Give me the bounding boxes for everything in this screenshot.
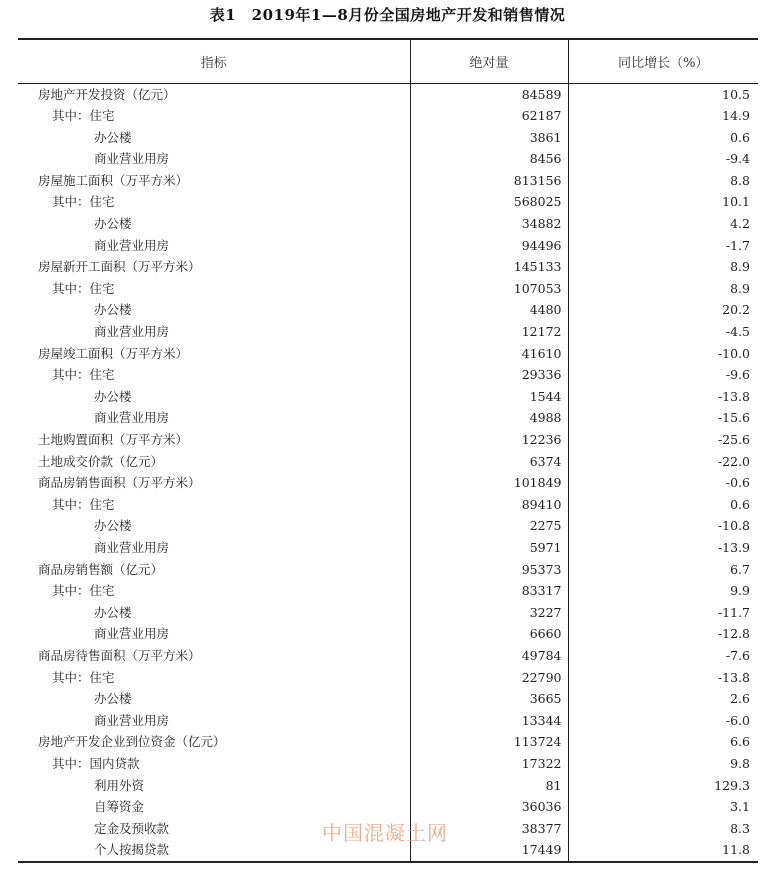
table-bottom-rule — [18, 862, 758, 863]
absolute-value-cell: 6374 — [410, 451, 568, 473]
yoy-growth-cell: 8.9 — [568, 256, 758, 278]
table-row — [18, 796, 758, 818]
absolute-value-cell: 12236 — [410, 429, 568, 451]
data-table-container — [18, 38, 758, 863]
yoy-growth-cell: -13.8 — [568, 386, 758, 408]
yoy-growth-cell: 4.2 — [568, 213, 758, 235]
indicator-cell: 房地产开发企业到位资金（亿元） — [38, 734, 226, 750]
indicator-cell: 自筹资金 — [94, 799, 145, 815]
yoy-growth-cell: 3.1 — [568, 796, 758, 818]
column-header-indicator: 指标 — [18, 39, 410, 83]
indicator-cell: 土地购置面积（万平方米） — [38, 432, 189, 447]
table-row — [18, 429, 758, 451]
table-row — [18, 213, 758, 235]
indicator-cell: 其中：住宅 — [52, 108, 115, 124]
table-row — [18, 83, 758, 105]
table-row — [18, 515, 758, 537]
absolute-value-cell: 84589 — [410, 83, 568, 105]
yoy-growth-cell: 10.1 — [568, 191, 758, 213]
table-row — [18, 710, 758, 732]
table-row — [18, 731, 758, 753]
absolute-value-cell: 4988 — [410, 407, 568, 429]
yoy-growth-cell: 11.8 — [568, 839, 758, 862]
indicator-cell: 办公楼 — [94, 129, 132, 145]
indicator-cell: 其中：住宅 — [52, 669, 115, 685]
absolute-value-cell: 568025 — [410, 191, 568, 213]
yoy-growth-cell: 8.8 — [568, 170, 758, 192]
absolute-value-cell: 41610 — [410, 343, 568, 365]
yoy-growth-cell: 10.5 — [568, 83, 758, 105]
table-header-row — [18, 39, 758, 83]
yoy-growth-cell: -4.5 — [568, 321, 758, 343]
yoy-growth-cell: -12.8 — [568, 623, 758, 645]
table-row — [18, 127, 758, 149]
indicator-cell: 其中：住宅 — [52, 280, 115, 296]
absolute-value-cell: 38377 — [410, 818, 568, 840]
absolute-value-cell: 107053 — [410, 278, 568, 300]
table-row — [18, 235, 758, 257]
table-row — [18, 580, 758, 602]
yoy-growth-cell: -0.6 — [568, 472, 758, 494]
table-row — [18, 256, 758, 278]
yoy-growth-cell: -11.7 — [568, 602, 758, 624]
absolute-value-cell: 29336 — [410, 364, 568, 386]
table-body — [18, 83, 758, 862]
yoy-growth-cell: 9.9 — [568, 580, 758, 602]
yoy-growth-cell: -6.0 — [568, 710, 758, 732]
absolute-value-cell: 34882 — [410, 213, 568, 235]
indicator-cell: 商业营业用房 — [94, 151, 170, 167]
table-row — [18, 278, 758, 300]
table-row — [18, 623, 758, 645]
indicator-cell: 办公楼 — [94, 518, 132, 534]
table-row — [18, 645, 758, 667]
indicator-cell: 办公楼 — [94, 604, 132, 620]
real-estate-table — [18, 38, 758, 863]
indicator-cell: 房屋施工面积（万平方米） — [38, 172, 189, 188]
absolute-value-cell: 12172 — [410, 321, 568, 343]
indicator-cell: 商品房销售面积（万平方米） — [38, 475, 201, 491]
yoy-growth-cell: 8.9 — [568, 278, 758, 300]
absolute-value-cell: 8456 — [410, 148, 568, 170]
table-row — [18, 775, 758, 797]
indicator-cell: 商业营业用房 — [94, 539, 170, 555]
absolute-value-cell: 101849 — [410, 472, 568, 494]
absolute-value-cell: 3227 — [410, 602, 568, 624]
yoy-growth-cell: 8.3 — [568, 818, 758, 840]
table-row — [18, 343, 758, 365]
absolute-value-cell: 145133 — [410, 256, 568, 278]
yoy-growth-cell: 6.6 — [568, 731, 758, 753]
absolute-value-cell: 94496 — [410, 235, 568, 257]
yoy-growth-cell: 20.2 — [568, 299, 758, 321]
table-row — [18, 537, 758, 559]
yoy-growth-cell: 14.9 — [568, 105, 758, 127]
table-row — [18, 148, 758, 170]
yoy-growth-cell: 6.7 — [568, 559, 758, 581]
indicator-cell: 商品房待售面积（万平方米） — [38, 647, 201, 663]
yoy-growth-cell: 9.8 — [568, 753, 758, 775]
indicator-cell: 个人按揭贷款 — [94, 842, 170, 858]
table-row — [18, 753, 758, 775]
table-row — [18, 299, 758, 321]
absolute-value-cell: 3665 — [410, 688, 568, 710]
indicator-cell: 商业营业用房 — [94, 410, 170, 426]
table-row — [18, 407, 758, 429]
table-row — [18, 191, 758, 213]
absolute-value-cell: 1544 — [410, 386, 568, 408]
yoy-growth-cell: -7.6 — [568, 645, 758, 667]
column-header-yoy: 同比增长（%） — [568, 39, 758, 83]
indicator-cell: 其中：住宅 — [52, 583, 115, 599]
indicator-cell: 办公楼 — [94, 216, 132, 232]
yoy-growth-cell: 129.3 — [568, 775, 758, 797]
table-row — [18, 451, 758, 473]
indicator-cell: 其中：住宅 — [52, 367, 115, 383]
absolute-value-cell: 83317 — [410, 580, 568, 602]
yoy-growth-cell: 2.6 — [568, 688, 758, 710]
yoy-growth-cell: -13.8 — [568, 667, 758, 689]
table-row — [18, 170, 758, 192]
yoy-growth-cell: -25.6 — [568, 429, 758, 451]
absolute-value-cell: 49784 — [410, 645, 568, 667]
indicator-cell: 定金及预收款 — [94, 820, 170, 836]
watermark-text: 中国混凝土网 — [322, 821, 448, 845]
absolute-value-cell: 89410 — [410, 494, 568, 516]
indicator-cell: 其中：国内贷款 — [52, 755, 140, 771]
absolute-value-cell: 813156 — [410, 170, 568, 192]
table-row — [18, 105, 758, 127]
indicator-cell: 商业营业用房 — [94, 712, 170, 728]
absolute-value-cell: 17322 — [410, 753, 568, 775]
indicator-cell: 办公楼 — [94, 302, 132, 318]
indicator-cell: 房地产开发投资（亿元） — [38, 86, 176, 102]
absolute-value-cell: 13344 — [410, 710, 568, 732]
indicator-cell: 商业营业用房 — [94, 626, 170, 642]
table-row — [18, 364, 758, 386]
column-header-absolute: 绝对量 — [410, 39, 568, 83]
yoy-growth-cell: 0.6 — [568, 127, 758, 149]
table-row — [18, 494, 758, 516]
yoy-growth-cell: -13.9 — [568, 537, 758, 559]
absolute-value-cell: 95373 — [410, 559, 568, 581]
indicator-cell: 其中：住宅 — [52, 496, 115, 512]
indicator-cell: 其中：住宅 — [52, 194, 115, 210]
yoy-growth-cell: -10.8 — [568, 515, 758, 537]
indicator-cell: 房屋竣工面积（万平方米） — [38, 345, 189, 361]
table-row — [18, 386, 758, 408]
indicator-cell: 土地成交价款（亿元） — [38, 453, 164, 469]
yoy-growth-cell: -1.7 — [568, 235, 758, 257]
absolute-value-cell: 62187 — [410, 105, 568, 127]
table-row — [18, 602, 758, 624]
yoy-growth-cell: -9.6 — [568, 364, 758, 386]
indicator-cell: 办公楼 — [94, 691, 132, 707]
indicator-cell: 商业营业用房 — [94, 324, 170, 340]
table-row — [18, 321, 758, 343]
absolute-value-cell: 5971 — [410, 537, 568, 559]
indicator-cell: 房屋新开工面积（万平方米） — [38, 259, 201, 275]
absolute-value-cell: 81 — [410, 775, 568, 797]
yoy-growth-cell: -9.4 — [568, 148, 758, 170]
yoy-growth-cell: -10.0 — [568, 343, 758, 365]
yoy-growth-cell: -15.6 — [568, 407, 758, 429]
absolute-value-cell: 4480 — [410, 299, 568, 321]
table-row — [18, 472, 758, 494]
indicator-cell: 办公楼 — [94, 388, 132, 404]
yoy-growth-cell: 0.6 — [568, 494, 758, 516]
indicator-cell: 商品房销售额（亿元） — [38, 561, 164, 577]
absolute-value-cell: 3861 — [410, 127, 568, 149]
absolute-value-cell: 36036 — [410, 796, 568, 818]
table-row — [18, 667, 758, 689]
absolute-value-cell: 113724 — [410, 731, 568, 753]
table-row — [18, 559, 758, 581]
indicator-cell: 商业营业用房 — [94, 237, 170, 253]
table-title: 表1 2019年1—8月份全国房地产开发和销售情况 — [209, 6, 566, 24]
table-row — [18, 688, 758, 710]
yoy-growth-cell: -22.0 — [568, 451, 758, 473]
absolute-value-cell: 6660 — [410, 623, 568, 645]
absolute-value-cell: 17449 — [410, 839, 568, 862]
absolute-value-cell: 2275 — [410, 515, 568, 537]
absolute-value-cell: 22790 — [410, 667, 568, 689]
indicator-cell: 利用外资 — [94, 777, 145, 793]
